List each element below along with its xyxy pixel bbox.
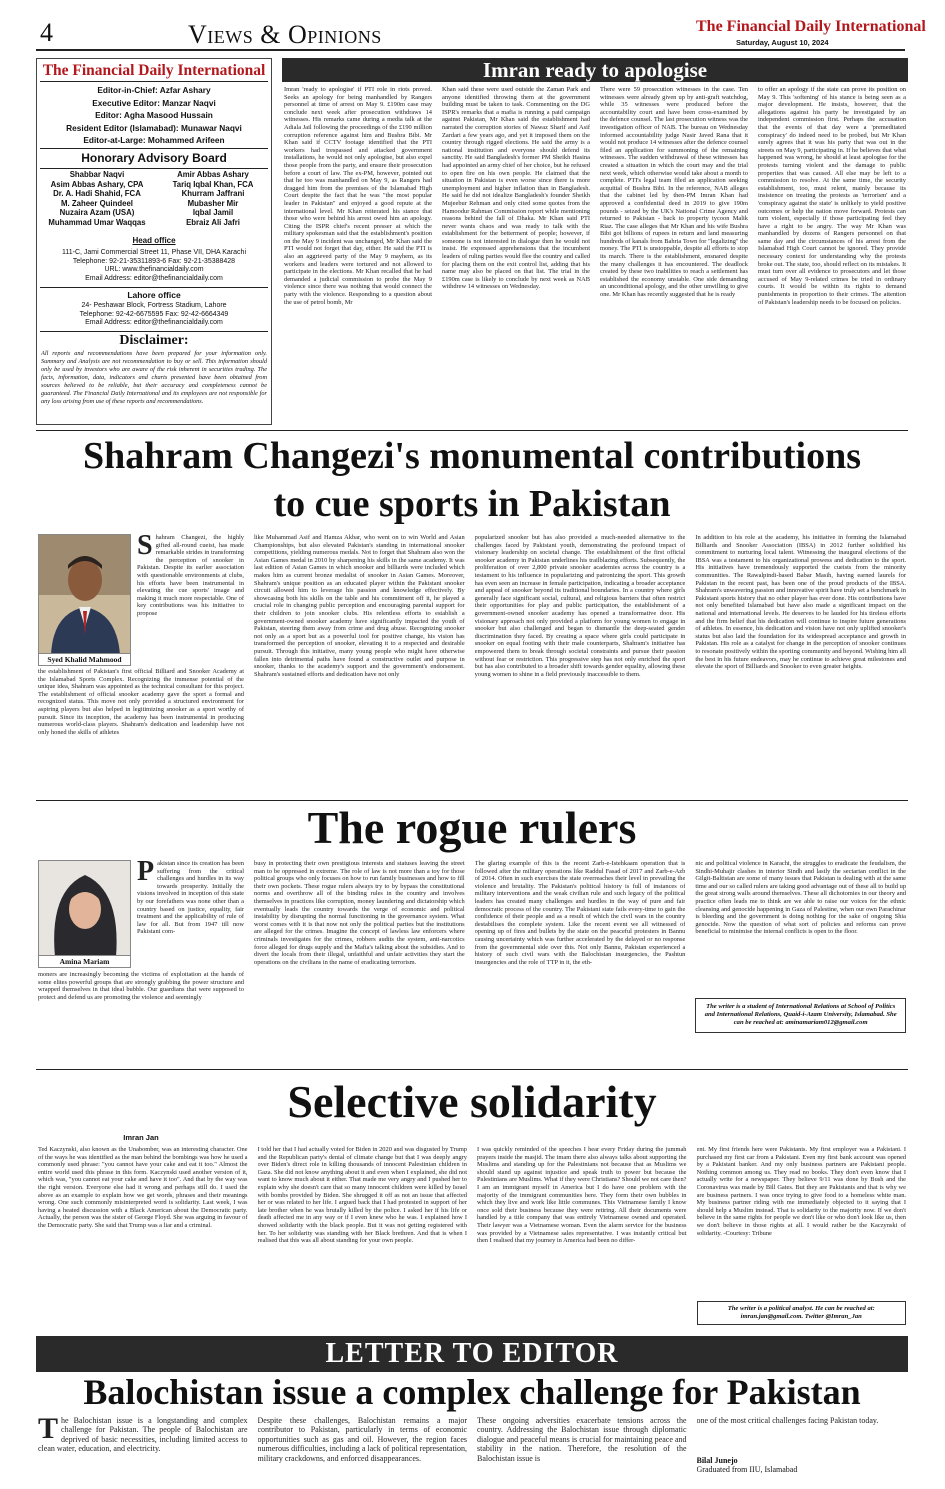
letter-column: [38, 1416, 248, 1482]
header-date: Saturday, August 10, 2024: [736, 38, 829, 47]
dropcap: P: [137, 860, 155, 887]
headline-line: Shahram Changezi's monumental contributions: [82, 435, 862, 477]
article1-intro: [137, 534, 244, 666]
lahore-office-address: [37, 302, 271, 328]
disclaimer-text: All reports and recommendations have been prepared for your information only. Summary and Analysis are not recommendation to buy or sell. This information should only be used by investors who are aware of the risk inherent in securities trading. The facts, information, data, indicators and charts presented have been obtained from sources believed to be reliable, but their accuracy and completeness cannot be guaranteed. The Financial Daily International and its employees are not responsible for any loss arising from use of these reports and recommendations.: [41, 350, 267, 405]
article3-author: Imran Jan: [123, 1133, 159, 1142]
address-line: Telephone: 92-42-6675595 Fax: 92-42-6664349: [79, 310, 229, 318]
author-note: The writer is a student of International Relations at School of Politics and International Relations, Quaid-i-Azam University, Islamabad. She can be reached at: aminamariam012@gmail.com: [695, 998, 906, 1033]
board-right: [157, 170, 269, 227]
letter-text: he Balochistan issue is a longstanding and complex challenge for Pakistan. The people of Balochistan are deprived of basic necessities, including limited access to clean water, education, and electricity.: [38, 1416, 248, 1454]
address-line: 24- Peshawar Block, Fortress Stadium, Lahore: [81, 302, 227, 309]
head-office-address: [37, 249, 271, 283]
address-line: Email Address: editor@thefinancialdaily.com: [85, 319, 223, 327]
author-caption: Syed Khalid Mahmood: [39, 653, 130, 665]
board-member: Mubasher Mir: [187, 198, 239, 208]
editorial-title: Imran ready to apologise: [482, 58, 708, 82]
article1-body: [254, 534, 906, 798]
article1-column: In addition to his role at the academy, his initiative in forming the Islamabad Billiards and Snooker Association (IBSA) in 2012 further solidified his commitment to nurturing local talent. Witnessing the inaugural elections of the IBSA was a testament to his organizational prowess and dedication to the sport. His initiatives have tremendously supported the cueists from the minority communities. The Rawalpindi-based Babar Masih, having earned laurels for Pakistan in the recent past, has been one of the proud products of the IBSA. Shahram's unwavering passion and innovative spirit have truly set a benchmark in Pakistani sports history that no other player has ever done. His contributions have not only benefited Islamabad but have also made a significant impact on the national and international levels. He deserves to be lauded for his tireless efforts and the firm belief that his dedication will continue to inspire future generations of athletes. In essence, his dedication and vision have not only uplifted snooker's status but also laid the foundation for its widespread acceptance and growth in Pakistan. His role as a catalyst for change in the perception of snooker continues to resonate positively within the sporting community and beyond. Wishing him all the best in his future endeavors, may he continue to achieve great milestones and elevate the sport of Billiards and Snooker to even greater heights.: [695, 534, 907, 671]
article2-column: The glaring example of this is the recent Zarb-e-Istehkaam operation that is followed after the military operations like Raddul Fasad of 2017 and Zarb-e-Azb of 2014. Often in such exercises the state overreaches their level in prevailing the violence and brutality. The Pakistan's political history is full of instances of military interventions and the weak civilian rule and such legacy of the political leaders has created many challenges and hurdles in the way of pure and fair democratic process of the country. The Pakistani state fails every-time to gain the confidence of their people and as a result of which the civil wars in the country destabilises the complete system. Like the recent event we all witnessed of opening up of fires and bullets by the state on the peaceful protesters in Bannu causing uncertainty which was further accelerated by the delayed or no response from the governmental side over this. Not only Bannu, Pakistan experienced a history of such civil wars with the Balochistan insurgencies, the Pashtun insurgencies and the role of TTP in it, the eth-: [474, 860, 686, 966]
letter-column: Despite these challenges, Balochistan remains a major contributor to Pakistan, particularly in terms of economic opportunities such as gas and oil. However, the region faces numerous difficulties, including a lack of political representation, military crackdowns, and enforced disappearances.: [257, 1416, 467, 1463]
article2-column: nic and political violence in Karachi, the struggles to eradicate the feudalism, the Sindhi-Muhajir clashes in interior Sindh and lastly the sectarian conflict in the Gilgit-Baltistan are some of many issues that Pakistan is dealing with at the same time and our so called rulers are taking good advantage out of these all to build up the great strong walls around themselves. These all dichotomies in our theory and practice often leads me to think are we able to raise our voices for the ethnic cleansing and genocide happening in Gaza of Palestine, when our own Parachinar is bleeding and the government is doing nothing for the sake of ongoing Shia genocide. Now the question of what sort of policies and reforms can prove beneficial to minimise the internal conflicts is open to the floor.: [695, 860, 907, 936]
staff-line: Editor-at-Large: Mohammed Arifeen: [83, 135, 225, 146]
author-photo: [38, 860, 131, 968]
article2-intro: [137, 860, 244, 970]
article2-column: moners are increasingly becoming the victims of exploitation at the hands of some elites powerful groups that are strongly grabbing the power structure and wrapped themselves in that ideal bubble. Our guardians that were supposed to protect and defend us are promoting the violence and seemingly: [38, 971, 244, 1001]
section-rule: [36, 1069, 908, 1070]
article3-column: I was quickly reminded of the speeches I hear every Friday during the jummah prayers inside the masjid. The imam there also always talks about supporting the Muslims and standing up for the Palestinians not because that as Muslims we should stand up against injustice and speak truth to power but because the Palestinians are Muslims. What if they were Christians? Should we not care then? I am an immigrant myself in America but I do have one problem with the majority of the immigrant communities here. They form their own bubbles in which they live and work like little communes. This Vietnamese family I know once sold their business because they were retiring. All their documents were handled by a title company that was entirely Vietnamese owned and operated. Their lawyer was a Vietnamese woman. Even the alarm service for the business was provided by a Vietnamese sales representative. I was instantly critical but then I realised that my journey in America had been no differ-: [477, 1146, 687, 1245]
board-member: Shabbar Naqvi: [69, 170, 125, 179]
board-left: [41, 170, 153, 227]
header-rule: [36, 49, 905, 51]
staff-line: Resident Editor (Islamabad): Munawar Naqvi: [66, 122, 242, 133]
masthead: The Financial Daily International: [696, 18, 926, 35]
author-note: The writer is a political analyst. He can be reached at: imran.jan@gmail.com. Twitter @Imran_Jan: [697, 1301, 907, 1325]
letter-signature-name: Bilal Junejo: [696, 1456, 738, 1465]
letter-headline: Balochistan issue a complex challenge for Pakistan: [83, 1372, 861, 1412]
editorial-column: Khan said these were used outside the Zaman Park and anyone identified throwing them at the government building must be taken to task. Commenting on the DG ISPR's remarks that a mafia is running a paid campaign against Pakistan, Mr Khan said the establishment had narrated the corruption stories of Nawaz Sharif and Asif Zardari a few years ago, and yet it imposed them on the country through rigged elections. He said the army is a national institution and everyone should defend its sanctity. He said Bangladesh's former PM Sheikh Hasina had appointed an army chief of her choice, but he refused to open fire on his own people. He claimed that the situation in Pakistan is even worse since there is more unemployment and higher inflation than in Bangladesh. He said he did not idealize Bangladesh's founder Sheikh Mujeebur Rehman and only cited some quotes from the Hamoodur Rahman Commission report while mentioning reasons behind the fall of Dhaka. Mr Khan said PTI never wants chaos and was ready to talk with the establishment for the betterment of people; however, if someone is not interested in dialogue then he would not insist. He expressed apprehensions that the incumbent leaders of ruling parties would flee the country and called for placing them on the exit control list, adding that his name may also be placed on that list. The trial in the £190m case is likely to conclude by next week as NAB withdrew 14 witnesses on Wednesday.: [442, 86, 590, 291]
board-member: M. Zaheer Quindeel: [61, 198, 133, 208]
author-photo: [38, 534, 131, 666]
disclaimer-title: Disclaimer:: [119, 333, 189, 348]
lahore-office-title: Lahore office: [127, 290, 181, 300]
staff-box: [36, 58, 272, 425]
portrait-image: [39, 861, 131, 957]
sidebar-rule: [40, 168, 268, 169]
board-member: Ebraiz Ali Jafri: [186, 217, 240, 227]
sidebar-rule: [40, 287, 268, 288]
section-title: Views & Opinions: [188, 20, 382, 49]
intro-text: akistan since its creation has been suffering from the critical challenges and hurdles in its way towards prosperity. Initially the visions involved in inception of this state by our forefathers was none other than a country based on justice, equality, fair treatment and the applicability of rule of law for all. But from 1947 till now Pakistani com-: [137, 860, 244, 936]
sidebar-rule: [40, 81, 268, 82]
letter-column: one of the most critical challenges facing Pakistan today.: [696, 1416, 879, 1425]
board-member: Asim Abbas Ashary, CPA: [50, 179, 144, 189]
editorial-column: to offer an apology if the state can prove its position on May 9. This 'softening' of his stance is being seen as a major development. He insists, however, that the allegations against his party be investigated by an independent commission first. Perhaps the accusation that the events of that day were a 'premeditated conspiracy' do indeed need to be probed, but Mr Khan surely agrees that it was his party that was out in the streets on May 9, participating in. If he believes that what happened was wrong, he should at least apologise for the protests turning violent and the damage to public properties that was caused. All else may be left to a commission to resolve. At the same time, the security establishment, too, must relent, mainly because its insistence on treating the protests as 'terrorism' and a 'conspiracy against the state' is unlikely to yield positive outcomes or help the nation move forward. Protests can turn violent, especially if those participating feel they have a right to be angry. The way Mr Khan was manhandled by dozens of Rangers personnel on that same day and the circumstances of his arrest from the Islamabad High Court cannot be ignored. They provide necessary context for understanding why the protests broke out. The state, too, should reflect on its mistakes. It must turn over all evidence to prosecutors and let those accused of May 9-related crimes be tried in ordinary courts. It would be within its rights to demand punishments in proportion to their crimes. The attention of Pakistan's leadership needs to be focused on policies.: [758, 86, 906, 306]
article2-headline: The rogue rulers: [307, 802, 637, 853]
article3-column: ent. My first friends here were Pakistanis. My first employer was a Pakistani. I purchased my first car from a Pakistani. Even my first bank account was opened by a Pakistani banker. And my only business partners are Pakistani people. Nothing common among us. They read no books. They don't even know that I actually write for a newspaper. They believe 9/11 was done by Bush and the Coronavirus was made by Bill Gates. But they are Pakistanis and that is why we are business partners. I was once trying to give food to a homeless white man. My business partner riding with me immediately objected to it saying that I should help a Muslim instead. That is solidarity to the majority now. If we don't believe in the same rights for people we don't like or who don't look like us, then we don't believe in those rights at all. I would rather be the Kaczynski of solidarity. -Courtesy: Tribune: [696, 1146, 906, 1237]
article1-headline: [36, 432, 908, 528]
staff-list: [37, 84, 271, 147]
portrait-image: [39, 535, 131, 655]
article3-last-column: [697, 1146, 907, 1328]
board-member: Dr. A. Hadi Shahid, FCA: [53, 189, 141, 198]
dropcap: T: [38, 1416, 59, 1445]
author-caption: Amina Mariam: [39, 955, 130, 967]
board-member: Muhammad Umar Waqqas: [48, 217, 146, 227]
board-member: Khurram Jaffrani: [181, 189, 245, 198]
sidebar-masthead: The Financial Daily International: [42, 62, 266, 79]
article1-column: like Muhammad Asif and Hamza Akbar, who went on to win World and Asian Championships, but also elevated Pakistan's standing in international snooker competitions, yielding numerous medals. Not to forget that Shahram also won the Asian Games medal in 2010 by sharpening his skills in the same academy. It was last edition of Asian Games in which snooker and billiards were included which makes him as current bronze medalist of snooker in Asian Games. Moreover, Shahram's unique position as an educated player within the Pakistani snooker circuit allowed him to leverage his passion and knowledge effectively. By showcasing both his skills on the table and his commitment off it, he played a crucial role in changing public perception and encouraging parental support for their children to join snooker clubs. His relentless efforts to establish a government-owned snooker academy have significantly impacted the youth of Pakistan, steering them away from crime and drug abuse. Recognizing snooker not only as a sport but as a powerful tool for positive change, his vision has transformed the perception of snooker, elevating it to a respected and desirable pursuit. Through this initiative, many young people who might have otherwise fallen into detrimental paths have found a constructive outlet and purpose in snooker, thanks to the academy's support and the government's endorsement. Shahram's sustained efforts and dedication have not only: [254, 534, 465, 678]
board-member: Tariq Iqbal Khan, FCA: [172, 179, 254, 189]
article2-last-column: [695, 860, 906, 1066]
letter-body: [38, 1416, 906, 1482]
editorial-column: There were 59 prosecution witnesses in the case. Ten witnesses were already given up by anti-graft watchdog, while 35 witnesses were produced before the accountability court and have been cross-examined by the defence counsel. The last prosecution witness was the investigation officer of NAB. The bureau on Wednesday informed accountability judge Nasir Javed Rana that it would not produce 14 witnesses after the defence counsel filed an application for summoning of the remaining witnesses. The sudden withdrawal of these witnesses has created a situation in which the court may and the trial next week, which otherwise would take about a month to complete. PTI's legal team filed an application seeking acquittal of Bushra Bibi. In the reference, NAB alleges that the cabinet led by then-PM Imran Khan had approved a confidential deed in 2019 to give 190m pounds - seized by the UK's National Crime Agency and returned to Pakistan - back to property tycoon Malik Riaz. The case alleges that Mr Khan and his wife Bushra Bibi got billions of rupees in return and land measuring hundreds of kanals from Bahria Town for "legalizing" the money. The PTI is unstoppable, despite all efforts to stop its march. There is the establishment, ensnared despite the many challenges it has encountered. The deadlock created by these two inabilities to reach a settlement has established the economy unstable. One side demanding an unconditional apology, and the other unwilling to give one. Mr Khan has recently suggested that he is ready: [600, 86, 748, 299]
staff-line: Editor-in-Chief: Azfar Ashary: [97, 85, 211, 95]
sidebar-rule: [40, 148, 268, 149]
article3-column: I told her that I had actually voted for Biden in 2020 and was disgusted by Trump and the Republican party's denial of climate change but that I was deeply angry over Biden's direct role in killing thousands of innocent Palestinian children in Gaza. She did not know anything about it and even when I explained, she did not want to know much about it either. That made me very angry and I pushed her to explain why she doesn't care that so many innocent children were killed by Israel with bombs provided by Biden. She shrugged it off as not an issue that affected her or was related to her life. I argued back that I had protested in support of her late brother when he was brutally killed by the police. I asked her if his life or death affected me in any way or if I even knew who he was. I explained how I showed solidarity with the black people. But it was not getting registered with her. To her solidarity was standing with her Black brethren. And that is when I realised that this was all about standing for your own people.: [257, 1146, 467, 1245]
article1-column: popularized snooker but has also provided a much-needed alternative to the challenges faced by Pakistani youth, demonstrating the profound impact of visionary leadership on societal change. The establishment of the first official snooker academy in Pakistan underlines his trailblazing efforts. Subsequently, the proliferation of over 2,800 private snooker academies across the country is a testament to his influence in popularizing and patronizing the sport. This growth has even seen an increase in female participation, indicating a broader acceptance and appeal of snooker beyond its traditional boundaries. In a country where girls generally face significant social, cultural, and religious barriers that often restrict their opportunities for play and public participation, the establishment of a government-owned snooker academy has opened a transformative door. His visionary approach not only provided a platform for young women to engage in snooker but also challenged and began to dismantle the deep-seated gender discrimination they faced. By creating a space where girls could participate in snooker on equal footing with their male counterparts, Shahram's initiative has empowered them to break through societal constraints and pursue their passion without fear or restriction. This progressive step has not only enriched the sport but has also contributed to a broader shift towards gender equality, allowing these young women to shine in a field previously inaccessible to them.: [474, 534, 686, 678]
staff-line: Editor: Agha Masood Hussain: [95, 110, 213, 121]
board-member: Nuzaira Azam (USA): [59, 208, 135, 217]
board-member: Iqbal Jamil: [192, 208, 234, 217]
sidebar-rule: [40, 331, 268, 332]
letter-last-column: [697, 1416, 907, 1482]
page-number: 4: [40, 18, 53, 47]
headline-line: to cue sports in Pakistan: [273, 483, 671, 525]
article3-column: Ted Kaczynski, also known as the Unabomber, was an interesting character. One of the ways he was identified as the man behind the bombings was how he used a commonly used phrase: "you cannot have your cake and eat it too." Almost the entire world used this phrase in this form. Kaczynski used another version of it, which was, "you cannot eat your cake and have it too". And that by the way was the right version. Everyone else had it wrong and perhaps still do. I used the above as an example to explain how we get words, phrases and their meanings wrong. One such commonly misinterpreted word is solidarity. Last week, I was having a heated discussion with a Black American about the Democratic party. Actually, the person was the sister of George Floyd. She was arguing in favour of the Democratic party. She said that Trump was a liar and a criminal.: [38, 1146, 248, 1229]
intro-text: hahram Changezi, the highly gifted all-round cueist, has made remarkable strides in transforming the perception of snooker in Pakistan. Despite its earlier association with questionable environments at clubs, his efforts have been instrumental in elevating the cue sports' image and making it much more respectable. One of key contributions was his initiative to propose: [137, 534, 244, 617]
editorial-column: Imran 'ready to apologise' if PTI role in riots proved. Seeks an apology for being manhandled by Rangers personnel at time of arrest on May 9. £190m case may conclude next week after prosecution withdraws 14 witnesses. His remarks came during a media talk at the Adiala Jail following the proceedings of the £190 million corruption reference against him and Bushra Bibi. Mr Khan said if CCTV footage identified that the PTI workers had trespassed and attacked government installations, he would not only apologise, but also expel those people from the party, and ensure their prosecution before a court of law. The ex-PM, however, pointed out that he too was manhandled on May 9, as Rangers had dragged him from the premises of the Islamabad High Court despite the fact that he was "the most popular leader in Pakistan" and enjoyed a good repute at the international level. Mr Khan reiterated his stance that those who were behind his arrest owed him an apology. Citing the ISPR chief's recent presser at which the military spokesman said that the establishment's position on the May 9 incident was unchanged, Mr Khan said the PTI would not forget that day, either. He said the PTI is also an aggrieved party of the May 9 mayhem, as its workers and leaders were tortured and not allowed to participate in the elections. Mr Khan recalled that he had demanded a judicial commission to probe the May 9 violence since there was nothing that would connect the party with the violence. Responding to a question about the use of petrol bomb, Mr: [284, 86, 432, 306]
letter-column: These ongoing adversities exacerbate tensions across the country. Addressing the Balochistan issue through diplomatic dialogue and peaceful means is crucial for maintaining peace and stability in the nation. Therefore, the resolution of the Balochistan issue is: [477, 1416, 687, 1463]
editorial-body: [284, 86, 906, 426]
article1-column: the establishment of Pakistan's first official Billiard and Snooker Academy at the Islamabad Sports Complex. Recognizing the immense potential of the unique idea, Shahram was appointed as the technical consultant for this project. The establishment of official snooker academy gave the sport a formal and recognized status. This move not only provided a structured environment for aspiring players but also helped in legitimizing snooker as a sport worthy of pursuit. Since its inception, the academy has been instrumental in producing numerous world-class players. Shahram's dedication and leadership have not only honed the skills of athletes: [38, 668, 244, 736]
letter-signature-place: Graduated from IIU, Islamabad: [696, 1465, 798, 1474]
board-title: Honorary Advisory Board: [81, 151, 227, 165]
article3-body: [38, 1146, 906, 1328]
section-rule: [36, 430, 908, 431]
address-line: URL: www.thefinancialdaily.com: [104, 266, 204, 274]
board-member: Amir Abbas Ashary: [177, 170, 249, 179]
letter-banner: LETTER TO EDITOR: [325, 1338, 619, 1369]
dropcap: S: [137, 534, 153, 561]
address-line: Email Address: editor@thefinancialdaily.com: [85, 274, 223, 282]
article2-column: busy in protecting their own prestigious interests and statuses leaving the street man to be oppressed in extreme. The role of law is not more than a toy for those political groups who only focuses on how to run family businesses and how to fill their own pockets. These rogue rulers always try to by bypass the constitutional norms and overthrow all of the binding rules in the country and involves themselves in practices like corruption, money laundering and dictatorship which eventually leads the country towards the verge of economic and political instability by disrupting the normal functioning in the governance system. What worst comes with it is that now not only the political parties but the institutions are alleged for the crimes. Imagine the concept of lawless law enforcers where criminals investigates for the crimes, robbers audits the system, anti-narcotics force alleged for drugs supply and the Mafia's talking about the subsidies. And to divert the locals from their illegal, unfaithful and unfair activities they start the operations on the civilians in the name of eradicating terrorism.: [254, 860, 465, 966]
staff-line: Executive Editor: Manzar Naqvi: [92, 97, 216, 108]
article2-body: [254, 860, 906, 1066]
article3-headline: Selective solidarity: [287, 1076, 657, 1127]
address-line: 111-C, Jami Commercial Street 11, Phase VII, DHA Karachi: [61, 249, 246, 256]
address-line: Telephone: 92-21-35311893-6 Fax: 92-21-35388428: [72, 257, 236, 265]
head-office-title: Head office: [132, 236, 176, 245]
